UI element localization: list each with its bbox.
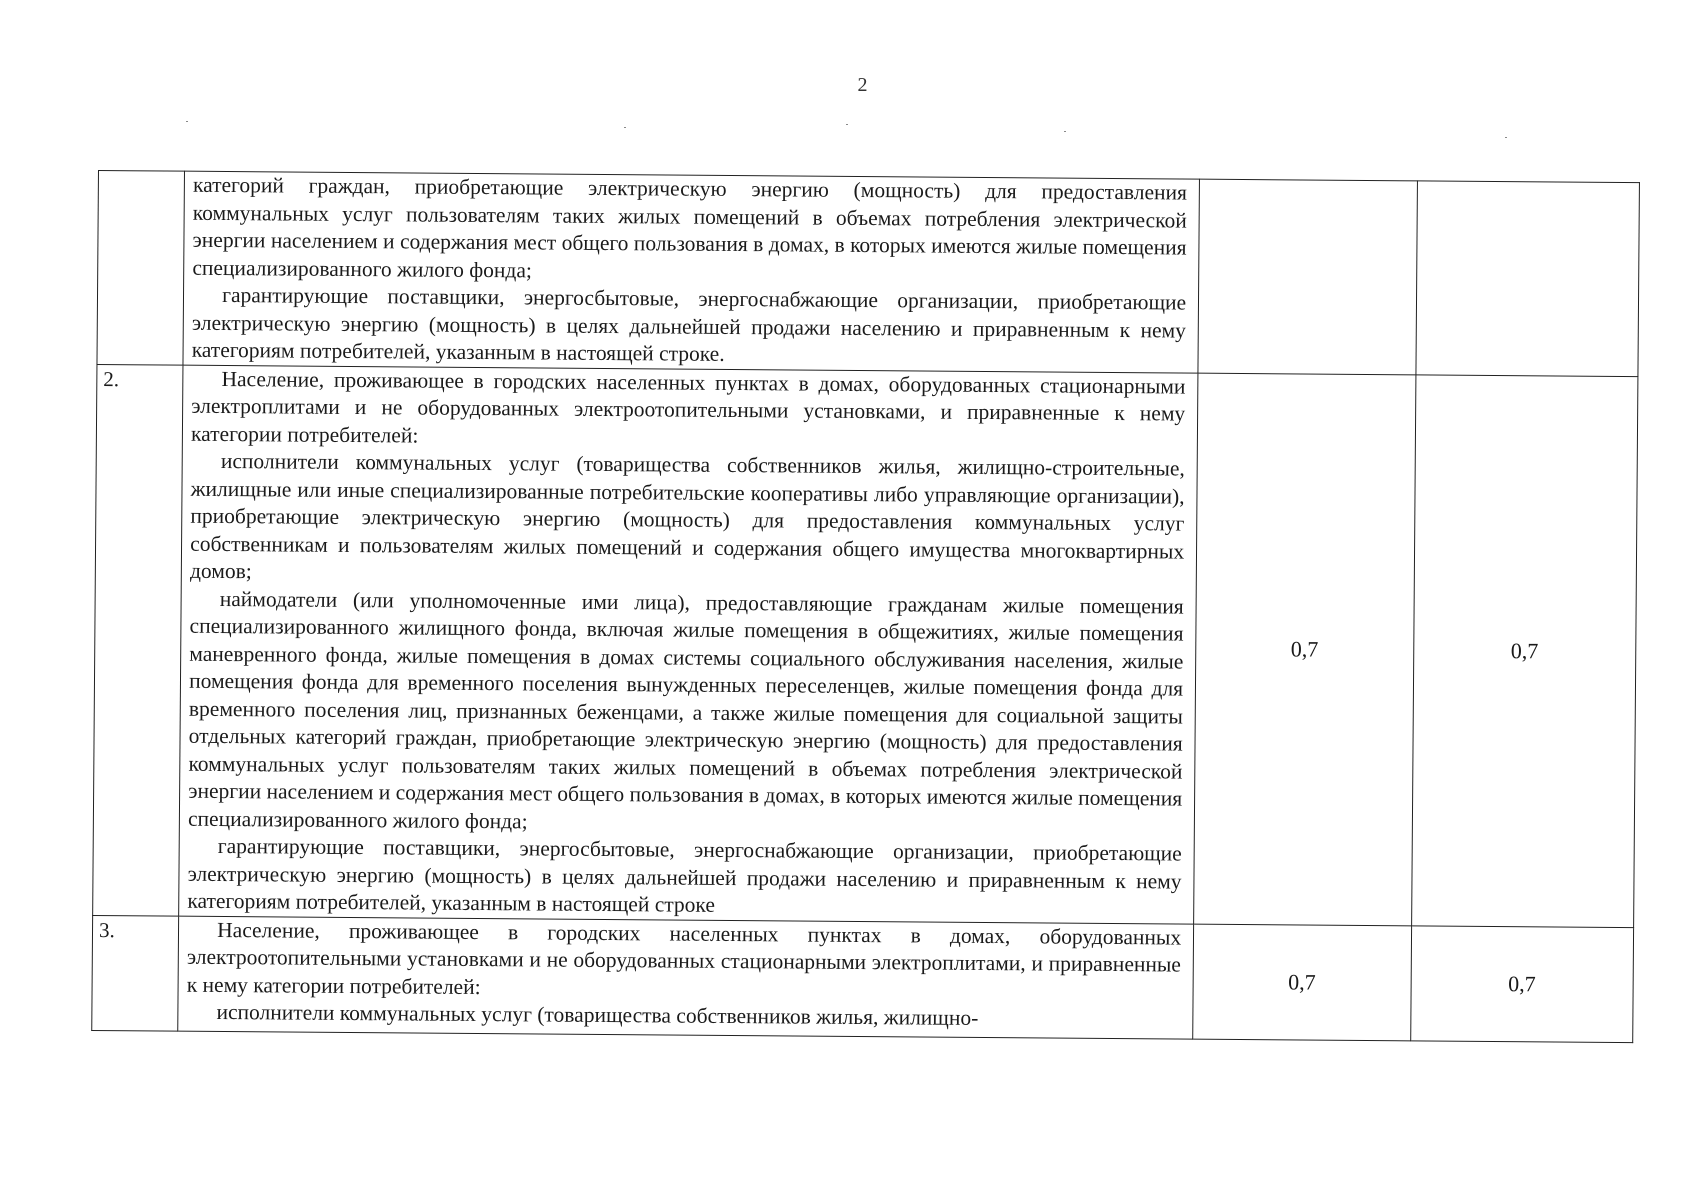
scan-artifact <box>1505 137 1507 138</box>
row-description-cell <box>178 916 1194 1039</box>
paragraph: наймодатели (или уполномоченные ими лица), предоставляющие гражданам жилые помещения специализированного жилищного фонда, включая жилые помещения в общежитиях, жилые помещения маневренного фонда, жилые помещения в домах системы социального обслуживания населения, жилые помещения фонда для временного поселения вынужденных переселенцев, жилые помещения фонда для временного поселения лиц, признанных беженцами, а также жилые помещения для социальной защиты отдельных категорий граждан, приобретающие электрическую энергию (мощность) для предоставления коммунальных услуг пользователям таких жилых помещений в объемах потребления электрической энергии населением и содержания мест общего пользования в домах, в которых имеются жилые помещения специализированного жилого фонда; <box>187 586 1184 833</box>
scan-artifact <box>1064 131 1066 132</box>
paragraph: гарантирующие поставщики, энергосбытовые, энергоснабжающие организации, приобретающие электрическую энергию (мощность) в целях дальнейшей продажи населению и приравненным к нему категориям потребителей, указанным в настоящей строке <box>187 833 1182 917</box>
value-cell-2: 0,7 <box>1411 374 1638 927</box>
row-number-cell: 3. <box>92 915 179 1031</box>
row-number-cell <box>97 171 185 365</box>
paragraph: категорий граждан, приобретающие электрическую энергию (мощность) для предоставления коммунальных услуг пользователям таких жилых помещений в объемах потребления электрической энергии населением и содержания мест общего пользования в домах, в которых имеются жилые помещения специализированного жилого фонда; <box>192 172 1188 282</box>
table-row <box>97 171 1639 377</box>
row-number-cell: 2. <box>93 364 183 916</box>
row-description-cell <box>183 171 1199 372</box>
paragraph: исполнители коммунальных услуг (товарищества собственников жилья, жилищно-строительные, жилищные или иные специализированные потребительские кооперативы либо управляющие организации), приобретающие электрическую энергию (мощность) для предоставления коммунальных услуг собственникам и пользователям жилых помещений и содержания общего имущества многоквартирных домов; <box>189 448 1185 584</box>
scan-artifact <box>624 127 626 128</box>
paragraph: исполнители коммунальных услуг (товарищества собственников жилья, жилищно- <box>216 999 979 1030</box>
clipped-text-wrapper <box>186 916 1181 1036</box>
paragraph: Население, проживающее в городских населенных пунктах в домах, оборудованных электроотопительными установками и не оборудованных стационарными электроплитами, и приравненные к нему категории потребителей: <box>186 917 1182 999</box>
table-row <box>93 364 1638 927</box>
value-cell-1: 0,7 <box>1193 924 1411 1041</box>
table-row <box>92 915 1634 1042</box>
scan-artifact <box>186 121 188 122</box>
value-cell-2: 0,7 <box>1410 925 1633 1042</box>
value-cell-1: 0,7 <box>1194 373 1416 926</box>
tariff-table <box>91 170 1640 1043</box>
paragraph: гарантирующие поставщики, энергосбытовые, энергоснабжающие организации, приобретающие электрическую энергию (мощность) в целях дальнейшей продажи населению и приравненным к нему категориям потребителей, указанным в настоящей строке. <box>191 282 1187 366</box>
value-cell-2 <box>1415 181 1639 376</box>
row-description-cell <box>179 365 1198 924</box>
page-number: 2 <box>857 74 868 96</box>
scan-artifact <box>846 124 848 125</box>
value-cell-1 <box>1198 179 1417 374</box>
paragraph: Население, проживающее в городских населенных пунктах в домах, оборудованных стационарными электроплитами и не оборудованных электроотопительными установками, и приравненные к нему категории потребителей: <box>190 366 1186 448</box>
